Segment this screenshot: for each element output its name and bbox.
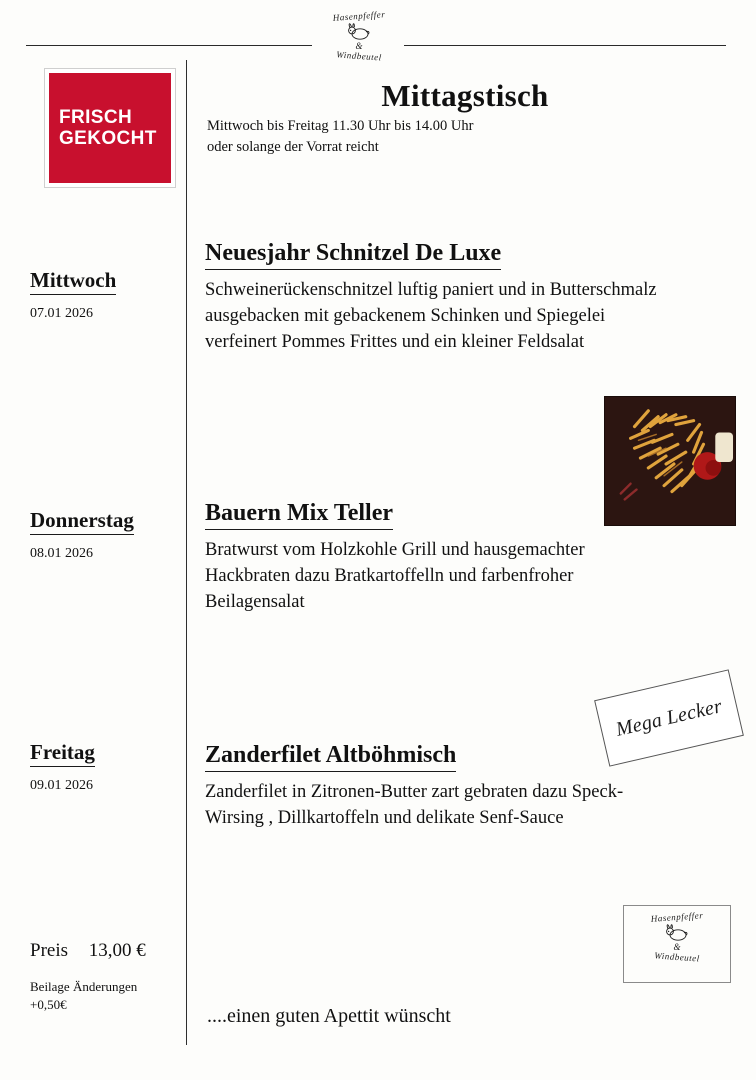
- day-label-wednesday: [30, 268, 180, 322]
- footer-rule: [26, 1048, 726, 1049]
- brand-stamp-bottom-text: Windbeutel: [335, 49, 383, 63]
- opening-hours-line-2: oder solange der Vorrat reicht: [207, 139, 379, 155]
- dish-title: Neuesjahr Schnitzel De Luxe: [205, 240, 501, 270]
- opening-hours-line-1: Mittwoch bis Freitag 11.30 Uhr bis 14.00 Uhr: [207, 118, 474, 134]
- french-fries-photo: [604, 396, 736, 526]
- brand-stamp-bottom-text: Windbeutel: [653, 950, 701, 964]
- mega-lecker-sticker: [594, 669, 744, 766]
- dish-entry: [205, 500, 625, 615]
- brand-stamp-amp: &: [673, 942, 681, 952]
- logo-line-1: FRISCH: [59, 106, 133, 128]
- rabbit-icon: [660, 922, 694, 942]
- side-dish-note-line-2: +0,50€: [30, 996, 67, 1012]
- rabbit-icon: [342, 21, 376, 41]
- footer-wish: ....einen guten Apettit wünscht: [207, 1005, 451, 1027]
- dish-description: Schweinerückenschnitzel luftig paniert und in Butterschmalz ausgebacken mit gebackenem Schinken und Spiegelei verfeinert Pommes Frittes und ein kleiner Feldsalat: [205, 279, 657, 353]
- brand-stamp-amp: &: [355, 41, 363, 51]
- brand-stamp-top-text: Hasenpfeffer: [332, 9, 386, 23]
- day-date: 07.01 2026: [30, 306, 93, 321]
- dish-description: Zanderfilet in Zitronen-Butter zart gebraten dazu Speck-Wirsing , Dillkartoffeln und delikate Senf-Sauce: [205, 781, 624, 828]
- day-label-friday: [30, 740, 180, 794]
- day-label-thursday: [30, 508, 180, 562]
- price-row: [30, 940, 146, 962]
- side-dish-note-line-1: Beilage Änderungen: [30, 979, 138, 994]
- sticker-label: Mega Lecker: [613, 694, 725, 741]
- dish-description: Bratwurst vom Holzkohle Grill und hausgemachter Hackbraten dazu Bratkartoffelln und farbenfroher Beilagensalat: [205, 539, 585, 613]
- logo-line-2: GEKOCHT: [59, 128, 157, 149]
- brand-stamp-top: [314, 9, 404, 63]
- dish-title: Zanderfilet Altböhmisch: [205, 742, 456, 772]
- brand-stamp-bottom: [623, 905, 731, 983]
- header-rule-right: [404, 45, 726, 46]
- side-dish-note: [30, 978, 175, 1013]
- day-name: Freitag: [30, 740, 95, 767]
- day-date: 08.01 2026: [30, 546, 93, 561]
- day-date: 09.01 2026: [30, 778, 93, 793]
- dish-entry: [205, 240, 705, 355]
- brand-stamp-top-text: Hasenpfeffer: [650, 910, 704, 924]
- price-value: 13,00 €: [88, 940, 146, 961]
- dish-title: Bauern Mix Teller: [205, 500, 393, 530]
- column-divider: [186, 60, 187, 1045]
- frisch-gekocht-logo: [44, 68, 176, 188]
- header-rule-left: [26, 45, 312, 46]
- page-title: Mittagstisch: [381, 78, 549, 113]
- day-name: Mittwoch: [30, 268, 116, 295]
- day-name: Donnerstag: [30, 508, 134, 535]
- price-label: Preis: [30, 940, 68, 961]
